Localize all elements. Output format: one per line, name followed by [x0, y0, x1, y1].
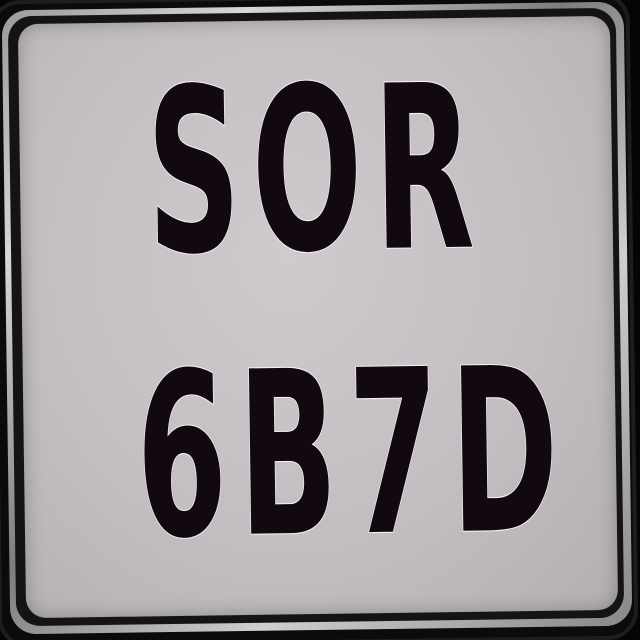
license-plate [18, 16, 618, 618]
plate-line-1: SOR [145, 35, 487, 306]
plate-line-2: 6B7D [134, 318, 572, 590]
